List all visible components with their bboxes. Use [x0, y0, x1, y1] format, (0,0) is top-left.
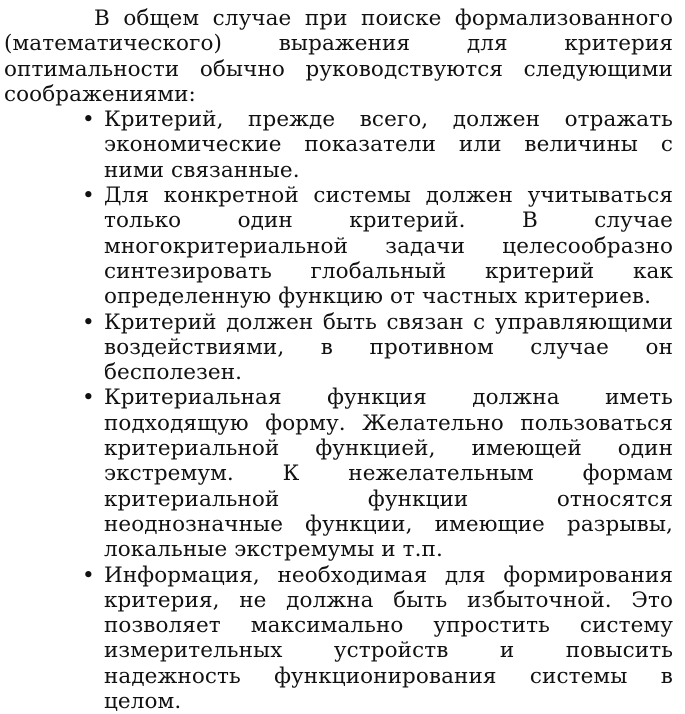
list-item	[82, 385, 673, 563]
bullet-icon: •	[82, 183, 95, 209]
list-item	[82, 562, 673, 714]
list-item-text: Для конкретной системы должен учитываться только один критерий. В случае многокритериальной задачи целесообразно синтезировать глобальный критерий как определенную функцию от частных критериев.	[104, 183, 673, 310]
intro-paragraph: В общем случае при поиске формализованного (математического) выражения для критерия оптимальности обычно руководствуются следующими соображениями:	[4, 6, 673, 107]
bullet-icon: •	[82, 309, 95, 335]
bullet-icon: •	[82, 562, 95, 588]
list-item-text: Информация, необходимая для формирования критерия, не должна быть избыточной. Это позволяет максимально упростить систему измерительных устройств и повысить надежность функционирования системы в целом.	[104, 562, 673, 714]
list-item	[82, 107, 673, 183]
criteria-list	[4, 107, 673, 714]
list-item	[82, 309, 673, 386]
bullet-icon: •	[82, 385, 95, 411]
bullet-icon: •	[82, 107, 95, 133]
list-item	[82, 183, 673, 310]
list-item-text: Критерий, прежде всего, должен отражать экономические показатели или величины с ними связанные.	[104, 107, 673, 183]
list-item-text: Критерий должен быть связан с управляющими воздействиями, в противном случае он бесполезен.	[104, 309, 673, 386]
list-item-text: Критериальная функция должна иметь подходящую форму. Желательно пользоваться критериальной функцией, имеющей один экстремум. К нежелательным формам критериальной функции относятся неоднозначные функции, имеющие разрывы, локальные экстремумы и т.п.	[104, 385, 673, 563]
